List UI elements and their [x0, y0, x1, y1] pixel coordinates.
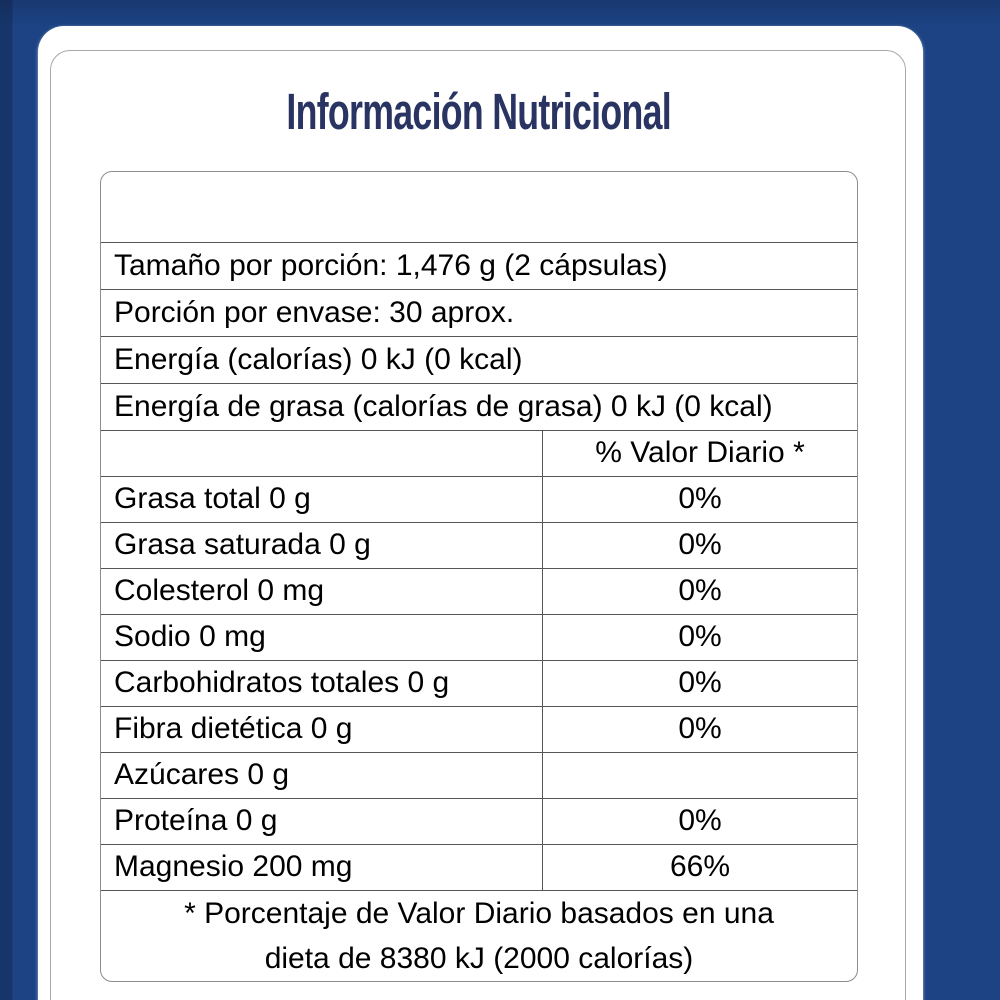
daily-value-header-label: % Valor Diario * [595, 436, 805, 469]
nutrient-row-saturated-fat [101, 522, 857, 568]
serving-size-row [101, 242, 857, 289]
nutrient-row-magnesium [101, 844, 857, 890]
nutrient-label: Magnesio 200 mg [101, 845, 543, 890]
nutrient-row-dietary-fiber [101, 706, 857, 752]
energy-from-fat-label: Energía de grasa (calorías de grasa) 0 kJ (0 kcal) [114, 390, 773, 423]
nutrient-label: Sodio 0 mg [101, 615, 543, 660]
nutrient-row-sugars [101, 752, 857, 798]
nutrient-percent: 0% [678, 620, 722, 653]
nutrient-row-protein [101, 798, 857, 844]
nutrient-percent: 0% [678, 528, 722, 561]
nutrient-label: Grasa saturada 0 g [101, 523, 543, 568]
energy-row [101, 336, 857, 383]
label-title: Información Nutricional [286, 83, 672, 140]
nutrient-row-cholesterol [101, 568, 857, 614]
table-header-spacer-row [101, 172, 857, 242]
nutrient-percent: 66% [669, 850, 731, 883]
nutrient-percent: 0% [678, 574, 722, 607]
energy-label: Energía (calorías) 0 kJ (0 kcal) [114, 343, 523, 376]
nutrient-label: Carbohidratos totales 0 g [101, 661, 543, 706]
nutrient-label: Fibra dietética 0 g [101, 707, 543, 752]
nutrient-percent: 0% [678, 712, 722, 745]
nutrient-label: Colesterol 0 mg [101, 569, 543, 614]
nutrient-row-sodium [101, 614, 857, 660]
nutrient-percent: 0% [678, 804, 722, 837]
nutrient-label: Grasa total 0 g [101, 477, 543, 522]
daily-value-header-row [101, 430, 857, 476]
serving-size-label: Tamaño por porción: 1,476 g (2 cápsulas) [114, 249, 668, 282]
nutrition-table [100, 171, 858, 982]
nutrient-label: Azúcares 0 g [101, 753, 543, 798]
servings-per-container-row [101, 289, 857, 336]
title-container [50, 82, 908, 141]
nutrient-percent [543, 753, 857, 798]
nutrient-row-total-carbs [101, 660, 857, 706]
servings-per-container-label: Porción por envase: 30 aprox. [114, 296, 515, 329]
daily-value-header-empty-cell [101, 431, 543, 476]
energy-from-fat-row [101, 383, 857, 430]
nutrient-percent: 0% [678, 482, 722, 515]
nutrient-label: Proteína 0 g [101, 799, 543, 844]
nutrient-percent: 0% [678, 666, 722, 699]
nutrient-row-total-fat [101, 476, 857, 522]
daily-value-footnote: * Porcentaje de Valor Diario basados en una dieta de 8380 kJ (2000 calorías) [184, 897, 774, 975]
daily-value-footnote-row [101, 890, 857, 981]
